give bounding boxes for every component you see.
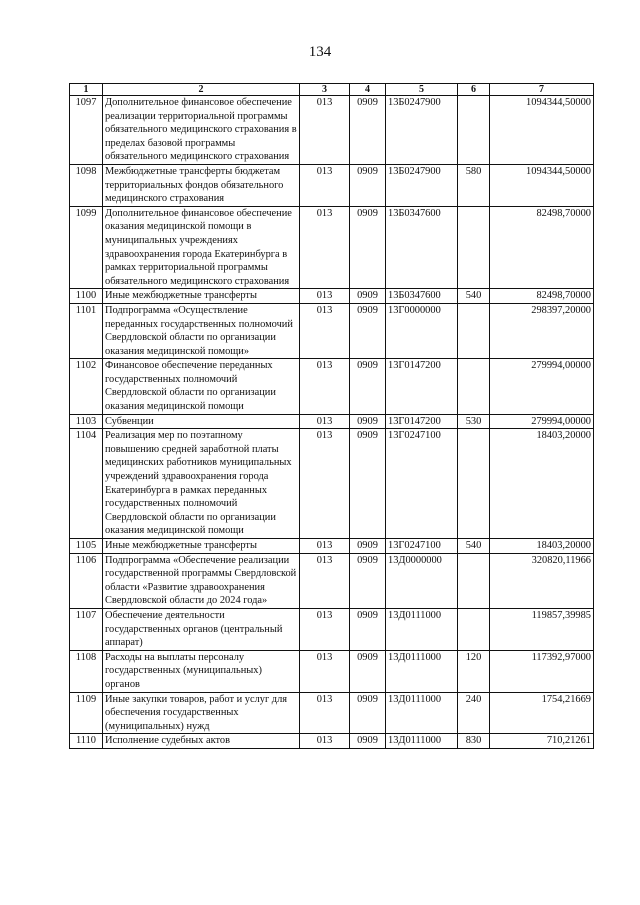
row-admin-code: 013 [300, 692, 350, 734]
row-description: Исполнение судебных актов [103, 734, 300, 749]
row-number: 1101 [70, 303, 103, 358]
row-admin-code: 013 [300, 303, 350, 358]
row-target-code: 13Д0111000 [386, 650, 458, 692]
row-number: 1104 [70, 429, 103, 539]
row-number: 1102 [70, 359, 103, 414]
row-target-code: 13Г0147200 [386, 359, 458, 414]
row-target-code: 13Г0147200 [386, 414, 458, 429]
row-section-code: 0909 [350, 96, 386, 165]
row-section-code: 0909 [350, 539, 386, 554]
row-target-code: 13Д0111000 [386, 608, 458, 650]
row-amount: 320820,11966 [490, 553, 594, 608]
row-amount: 18403,20000 [490, 539, 594, 554]
row-expense-type [458, 608, 490, 650]
table-row [70, 608, 594, 650]
row-description: Финансовое обеспечение переданных государственных полномочий Свердловской области по организации оказания медицинской помощи [103, 359, 300, 414]
page-number: 134 [308, 44, 332, 60]
row-expense-type [458, 303, 490, 358]
row-amount: 1754,21669 [490, 692, 594, 734]
row-admin-code: 013 [300, 206, 350, 289]
row-number: 1109 [70, 692, 103, 734]
table-row [70, 289, 594, 304]
row-expense-type [458, 359, 490, 414]
header-col-1: 1 [70, 84, 103, 96]
row-target-code: 13Б0247900 [386, 96, 458, 165]
header-col-4: 4 [350, 84, 386, 96]
row-target-code: 13Г0000000 [386, 303, 458, 358]
row-section-code: 0909 [350, 734, 386, 749]
row-section-code: 0909 [350, 303, 386, 358]
row-section-code: 0909 [350, 650, 386, 692]
row-section-code: 0909 [350, 414, 386, 429]
row-admin-code: 013 [300, 359, 350, 414]
row-section-code: 0909 [350, 206, 386, 289]
row-amount: 119857,39985 [490, 608, 594, 650]
header-col-3: 3 [300, 84, 350, 96]
row-number: 1110 [70, 734, 103, 749]
row-description: Дополнительное финансовое обеспечение оказания медицинской помощи в муниципальных учреждениях здравоохранения города Екатеринбурга в рамках территориальной программы обязательного медицинского страхования [103, 206, 300, 289]
row-number: 1100 [70, 289, 103, 304]
row-target-code: 13Г0247100 [386, 539, 458, 554]
row-expense-type: 540 [458, 539, 490, 554]
row-target-code: 13Б0247900 [386, 164, 458, 206]
row-expense-type [458, 96, 490, 165]
row-amount: 1094344,50000 [490, 164, 594, 206]
row-expense-type: 120 [458, 650, 490, 692]
row-expense-type: 830 [458, 734, 490, 749]
row-section-code: 0909 [350, 692, 386, 734]
table-row [70, 206, 594, 289]
table-row [70, 414, 594, 429]
row-section-code: 0909 [350, 429, 386, 539]
row-amount: 710,21261 [490, 734, 594, 749]
row-number: 1105 [70, 539, 103, 554]
row-amount: 298397,20000 [490, 303, 594, 358]
table-row [70, 303, 594, 358]
row-target-code: 13Д0111000 [386, 692, 458, 734]
row-section-code: 0909 [350, 359, 386, 414]
row-amount: 18403,20000 [490, 429, 594, 539]
row-expense-type: 580 [458, 164, 490, 206]
row-description: Иные закупки товаров, работ и услуг для обеспечения государственных (муниципальных) нужд [103, 692, 300, 734]
header-col-5: 5 [386, 84, 458, 96]
row-expense-type: 530 [458, 414, 490, 429]
row-expense-type [458, 553, 490, 608]
row-number: 1097 [70, 96, 103, 165]
row-description: Расходы на выплаты персоналу государственных (муниципальных) органов [103, 650, 300, 692]
table-row [70, 553, 594, 608]
row-amount: 82498,70000 [490, 206, 594, 289]
row-amount: 82498,70000 [490, 289, 594, 304]
row-description: Иные межбюджетные трансферты [103, 539, 300, 554]
row-description: Иные межбюджетные трансферты [103, 289, 300, 304]
row-target-code: 13Д0111000 [386, 734, 458, 749]
table-row [70, 164, 594, 206]
row-description: Субвенции [103, 414, 300, 429]
row-expense-type: 540 [458, 289, 490, 304]
row-number: 1106 [70, 553, 103, 608]
row-amount: 279994,00000 [490, 359, 594, 414]
row-description: Межбюджетные трансферты бюджетам территориальных фондов обязательного медицинского страхования [103, 164, 300, 206]
row-section-code: 0909 [350, 553, 386, 608]
row-admin-code: 013 [300, 734, 350, 749]
table-row [70, 650, 594, 692]
row-description: Подпрограмма «Обеспечение реализации государственной программы Свердловской области «Развитие здравоохранения Свердловской области до 2024 года» [103, 553, 300, 608]
row-amount: 279994,00000 [490, 414, 594, 429]
row-admin-code: 013 [300, 608, 350, 650]
row-admin-code: 013 [300, 553, 350, 608]
row-description: Подпрограмма «Осуществление переданных государственных полномочий Свердловской области по организации оказания медицинской помощи» [103, 303, 300, 358]
row-admin-code: 013 [300, 539, 350, 554]
row-amount: 117392,97000 [490, 650, 594, 692]
row-section-code: 0909 [350, 289, 386, 304]
row-admin-code: 013 [300, 164, 350, 206]
row-admin-code: 013 [300, 414, 350, 429]
row-number: 1098 [70, 164, 103, 206]
budget-table [69, 83, 594, 749]
row-amount: 1094344,50000 [490, 96, 594, 165]
row-admin-code: 013 [300, 289, 350, 304]
row-expense-type [458, 206, 490, 289]
table-row [70, 539, 594, 554]
header-col-7: 7 [490, 84, 594, 96]
table-row [70, 96, 594, 165]
row-description: Дополнительное финансовое обеспечение реализации территориальной программы обязательного медицинского страхования в пределах базовой программы обязательного медицинского страхования [103, 96, 300, 165]
row-admin-code: 013 [300, 650, 350, 692]
row-target-code: 13Б0347600 [386, 289, 458, 304]
row-number: 1099 [70, 206, 103, 289]
row-number: 1103 [70, 414, 103, 429]
table-row [70, 429, 594, 539]
row-number: 1108 [70, 650, 103, 692]
row-section-code: 0909 [350, 164, 386, 206]
row-admin-code: 013 [300, 429, 350, 539]
table-row [70, 692, 594, 734]
row-target-code: 13Б0347600 [386, 206, 458, 289]
header-col-2: 2 [103, 84, 300, 96]
header-col-6: 6 [458, 84, 490, 96]
row-target-code: 13Г0247100 [386, 429, 458, 539]
row-number: 1107 [70, 608, 103, 650]
row-description: Обеспечение деятельности государственных органов (центральный аппарат) [103, 608, 300, 650]
row-expense-type: 240 [458, 692, 490, 734]
row-description: Реализация мер по поэтапному повышению средней заработной платы медицинских работников муниципальных учреждений здравоохранения города Екатеринбурга в рамках переданных государственных полномочий Свердловской области по организации оказания медицинской помощи [103, 429, 300, 539]
table-row [70, 359, 594, 414]
row-target-code: 13Д0000000 [386, 553, 458, 608]
row-admin-code: 013 [300, 96, 350, 165]
row-section-code: 0909 [350, 608, 386, 650]
header-row [70, 84, 594, 96]
table-row [70, 734, 594, 749]
row-expense-type [458, 429, 490, 539]
